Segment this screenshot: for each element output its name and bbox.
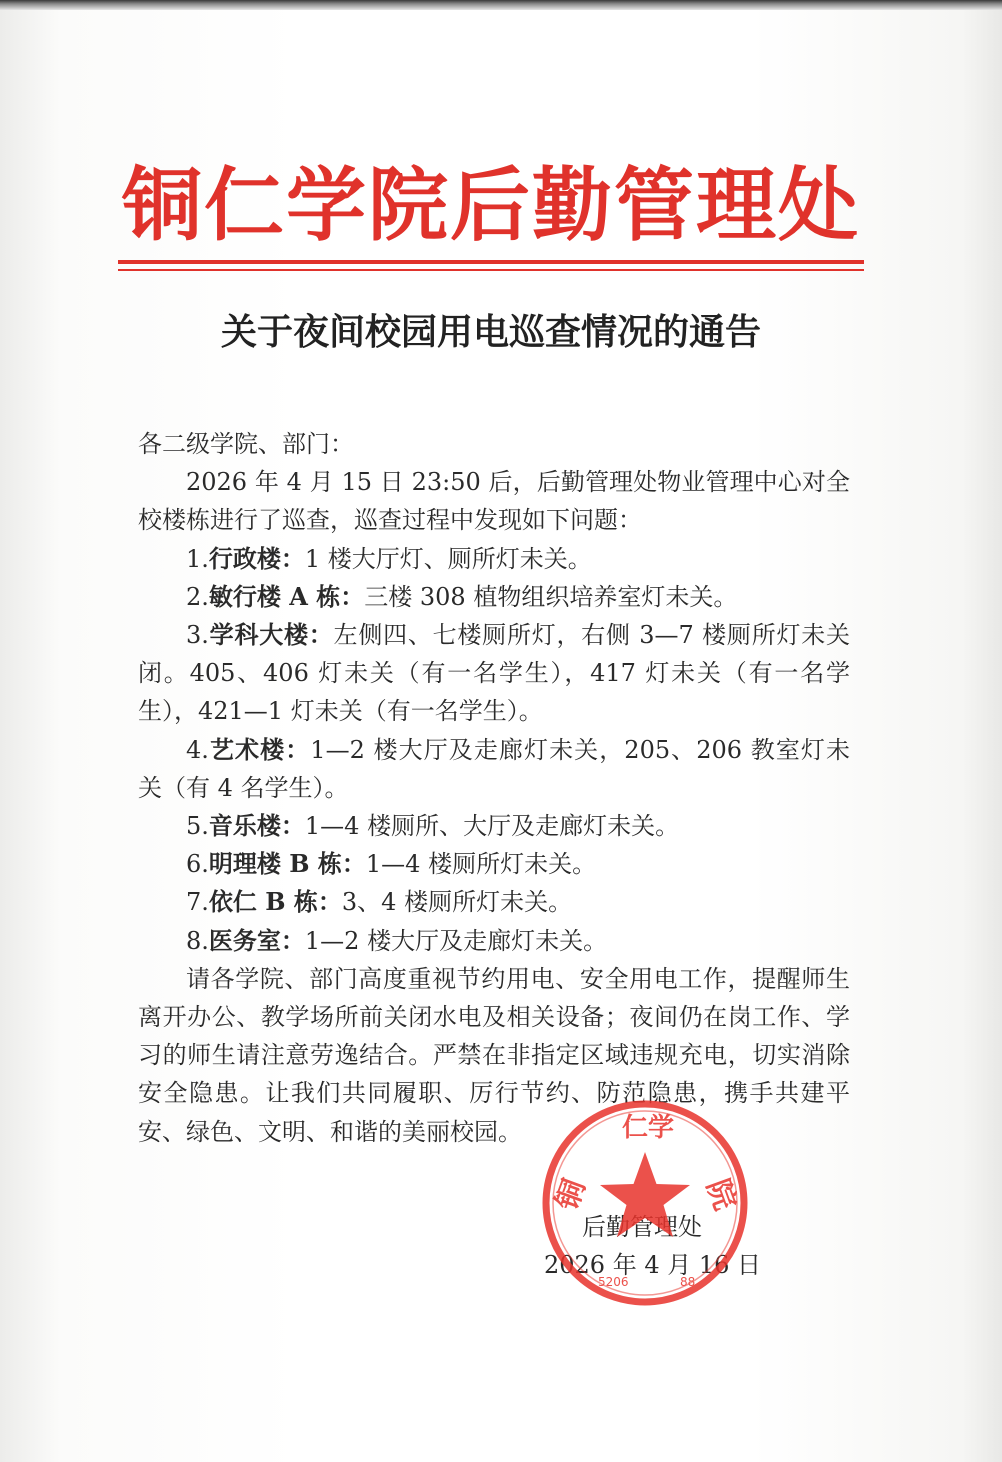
issue-item-building: 医务室： xyxy=(208,925,305,955)
issue-item xyxy=(138,883,850,921)
seal-serial: 5206 xyxy=(598,1275,629,1289)
issue-item-building: 行政楼： xyxy=(208,543,305,573)
issue-item-text: 1—2 楼大厅及走廊灯未关，205、206 教室灯未关（有 4 名学生）。 xyxy=(138,735,851,802)
issue-item-number: 3. xyxy=(186,621,209,650)
issue-item-number: 1. xyxy=(186,544,209,573)
issue-item xyxy=(138,616,850,731)
seal-serial-end: 88 xyxy=(680,1275,696,1289)
issue-item xyxy=(138,578,850,616)
issue-item xyxy=(138,731,850,807)
issue-item-number: 2. xyxy=(186,582,209,611)
seal-char-left: 铜 xyxy=(549,1174,593,1215)
official-seal xyxy=(540,1098,750,1308)
issue-item-number: 8. xyxy=(186,926,209,955)
issue-item-text: 3、4 楼厕所灯未关。 xyxy=(341,888,573,917)
issue-item-building: 明理楼 B 栋： xyxy=(208,849,366,879)
issue-item-text: 三楼 308 植物组织培养室灯未关。 xyxy=(364,582,738,611)
issue-item-text: 1—4 楼厕所、大厅及走廊灯未关。 xyxy=(304,812,680,841)
letterhead-rule-thick xyxy=(118,260,864,264)
closing-paragraph: 请各学院、部门高度重视节约用电、安全用电工作，提醒师生离开办公、教学场所前关闭水电及相关设备；夜间仍在岗工作、学习的师生请注意劳逸结合。严禁在非指定区域违规充电，切实消除安全隐患。让我们共同履职、厉行节约、防范隐患，携手共建平安、绿色、文明、和谐的美丽校园。 xyxy=(138,964,850,1146)
issue-item-number: 6. xyxy=(186,850,209,879)
letterhead-rule-thin xyxy=(118,269,864,271)
signature-date: 2026 年 4 月 16 日 xyxy=(544,1251,762,1279)
issue-item-number: 5. xyxy=(186,812,209,841)
issue-item-text: 左侧四、七楼厕所灯，右侧 3—7 楼厕所灯未关闭。405、406 灯未关（有一名学生），417 灯未关（有一名学生），421—1 灯未关（有一名学生）。 xyxy=(138,621,851,726)
seal-char-right: 院 xyxy=(699,1174,743,1215)
issue-item-building: 艺术楼： xyxy=(208,734,311,764)
seal-chars-top: 仁学 xyxy=(621,1113,675,1143)
signature-unit: 后勤管理处 xyxy=(582,1213,702,1241)
document-title: 关于夜间校园用电巡查情况的通告 xyxy=(220,312,761,353)
issue-item-building: 依仁 B 栋： xyxy=(208,887,342,917)
issue-item-number: 4. xyxy=(186,735,209,764)
issue-item-building: 敏行楼 A 栋： xyxy=(208,581,365,611)
issue-item xyxy=(138,807,850,845)
salutation: 各二级学院、部门： xyxy=(138,430,354,458)
issue-item-building: 学科大楼： xyxy=(208,620,334,650)
intro-paragraph: 2026 年 4 月 15 日 23:50 后，后勤管理处物业管理中心对全校楼栋进行了巡查，巡查过程中发现如下问题： xyxy=(138,468,850,535)
star-icon xyxy=(600,1152,690,1237)
issue-item xyxy=(138,922,850,960)
issue-item xyxy=(138,540,850,578)
issue-item-text: 1—2 楼大厅及走廊灯未关。 xyxy=(304,926,608,955)
issue-item-number: 7. xyxy=(186,888,209,917)
letterhead-org-name: 铜仁学院后勤管理处 xyxy=(122,159,860,252)
issue-item-text: 1—4 楼厕所灯未关。 xyxy=(365,850,597,879)
scan-top-edge xyxy=(0,0,1002,10)
issue-item-building: 音乐楼： xyxy=(208,811,305,841)
issue-item xyxy=(138,845,850,883)
document-body xyxy=(138,425,850,1151)
issue-item-text: 1 楼大厅灯、厕所灯未关。 xyxy=(304,544,592,573)
